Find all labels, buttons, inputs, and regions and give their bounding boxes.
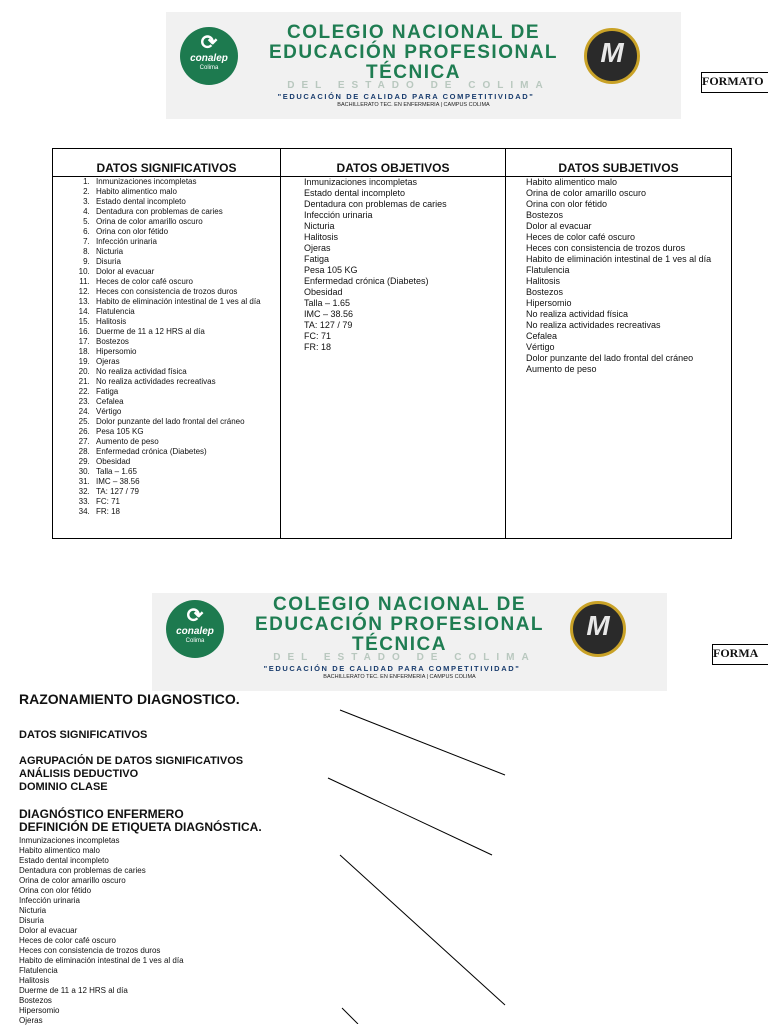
- list-item: No realiza actividad física: [526, 309, 629, 319]
- list-item: 12. Heces con consistencia de trozos duros: [92, 287, 280, 297]
- list-item: Heces con consistencia de trozos duros: [526, 243, 686, 253]
- list-item: Orina con olor fétido: [526, 199, 608, 209]
- list-item: Dentadura con problemas de caries: [304, 199, 447, 209]
- list-item: 30. Talla – 1.65: [92, 467, 280, 477]
- list-item: Orina de color amarillo oscuro: [19, 876, 126, 885]
- list-item: Nicturia: [19, 906, 47, 915]
- list-item: Duerme de 11 a 12 HRS al día: [19, 986, 128, 995]
- list-item: 19. Ojeras: [92, 357, 280, 367]
- list-item: 16. Duerme de 11 a 12 HRS al día: [92, 327, 280, 337]
- list-item: Infección urinaria: [304, 210, 373, 220]
- list-item: 17. Bostezos: [92, 337, 280, 347]
- list-item: Dolor punzante del lado frontal del cráneo: [526, 353, 694, 363]
- list-item: No realiza actividades recreativas: [526, 320, 661, 330]
- logo-name: conalep: [190, 53, 228, 64]
- list-item: 10. Dolor al evacuar: [92, 267, 280, 277]
- list-item: 9. Disuria: [92, 257, 280, 267]
- list-item: IMC – 38.56: [304, 309, 354, 319]
- list-item: Enfermedad crónica (Diabetes): [304, 276, 429, 286]
- conalep-logo-icon: ⟳: [200, 32, 218, 54]
- subtitle-text-2: BACHILLERATO TEC. EN ENFERMERIA | CAMPUS COLIMA: [323, 674, 476, 680]
- list-item: Halitosis: [304, 232, 339, 242]
- list-item: Talla – 1.65: [304, 298, 351, 308]
- list-item: FC: 71: [304, 331, 332, 341]
- list-item: 31. IMC – 38.56: [92, 477, 280, 487]
- title-line-2: EDUCACIÓN PROFESIONAL: [268, 42, 559, 63]
- connector-line: [342, 1008, 358, 1024]
- estado-text: DEL ESTADO DE COLIMA: [287, 80, 550, 91]
- list-item: Orina de color amarillo oscuro: [526, 188, 647, 198]
- list-item: Inmunizaciones incompletas: [304, 177, 418, 187]
- list-item: 29. Obesidad: [92, 457, 280, 467]
- list-item: Nicturia: [304, 221, 335, 231]
- list-item: Habito de eliminación intestinal de 1 ves al día: [19, 956, 184, 965]
- list-item: Heces con consistencia de trozos duros: [19, 946, 161, 955]
- list-item: 28. Enfermedad crónica (Diabetes): [92, 447, 280, 457]
- list-item: Estado dental incompleto: [304, 188, 406, 198]
- list-item: Hipersomio: [19, 1006, 60, 1015]
- diagnostico-heading: DIAGNÓSTICO ENFERMERO: [19, 807, 184, 821]
- list-item: 5. Orina de color amarillo oscuro: [92, 217, 280, 227]
- motto-text-2: "EDUCACIÓN DE CALIDAD PARA COMPETITIVIDAD": [263, 664, 521, 673]
- logo-name-2: conalep: [176, 626, 214, 637]
- list-item: Disuria: [19, 916, 44, 925]
- list-item: Habito alimentico malo: [526, 177, 618, 187]
- header-subjetivos: DATOS SUBJETIVOS: [506, 149, 732, 177]
- list-item: Halitosis: [19, 976, 50, 985]
- list-item: 25. Dolor punzante del lado frontal del cráneo: [92, 417, 280, 427]
- connector-line: [340, 710, 505, 775]
- list-item: 26. Pesa 105 KG: [92, 427, 280, 437]
- header-objetivos: DATOS OBJETIVOS: [281, 149, 506, 177]
- razonamiento-title: RAZONAMIENTO DIAGNOSTICO.: [19, 691, 240, 707]
- list-item: Orina con olor fétido: [19, 886, 92, 895]
- list-item: Bostezos: [526, 210, 564, 220]
- list-item: 27. Aumento de peso: [92, 437, 280, 447]
- list-item: Heces de color café oscuro: [526, 232, 636, 242]
- list-item: Flatulencia: [19, 966, 58, 975]
- list-item: 15. Halitosis: [92, 317, 280, 327]
- list-item: Dolor al evacuar: [526, 221, 592, 231]
- title-line-1: COLEGIO NACIONAL DE: [287, 22, 540, 43]
- list-item: 24. Vértigo: [92, 407, 280, 417]
- list-item: Infección urinaria: [19, 896, 80, 905]
- stethoscope-icon: M: [600, 37, 624, 68]
- list-item: Fatiga: [304, 254, 330, 264]
- list-item: 1. Inmunizaciones incompletas: [92, 177, 280, 187]
- header-significativos: DATOS SIGNIFICATIVOS: [53, 149, 281, 177]
- list-item: Ojeras: [19, 1016, 43, 1025]
- list-item: 21. No realiza actividades recreativas: [92, 377, 280, 387]
- list-item: Vértigo: [526, 342, 555, 352]
- list-item: TA: 127 / 79: [304, 320, 353, 330]
- logo-sub: Colima: [199, 65, 219, 71]
- list-item: Bostezos: [19, 996, 52, 1005]
- list-item: Ojeras: [304, 243, 331, 253]
- list-item: Habito alimentico malo: [19, 846, 100, 855]
- list-item: Habito de eliminación intestinal de 1 ves al día: [526, 254, 712, 264]
- list-item: 34. FR: 18: [92, 507, 280, 517]
- connector-line: [340, 855, 505, 1005]
- list-item: 8. Nicturia: [92, 247, 280, 257]
- list-item: Hipersomio: [526, 298, 572, 308]
- list-item: 22. Fatiga: [92, 387, 280, 397]
- title-line-1: COLEGIO NACIONAL DE: [273, 594, 526, 615]
- list-item: Estado dental incompleto: [19, 856, 109, 865]
- agrupacion-heading: AGRUPACIÓN DE DATOS SIGNIFICATIVOS: [19, 755, 244, 767]
- title-line-3: TÉCNICA: [366, 62, 461, 83]
- list-item: Halitosis: [526, 276, 561, 286]
- list-item: 13. Habito de eliminación intestinal de 1 ves al día: [92, 297, 280, 307]
- list-item: 3. Estado dental incompleto: [92, 197, 280, 207]
- estado-text-2: DEL ESTADO DE COLIMA: [273, 652, 536, 663]
- list-item: FR: 18: [304, 342, 332, 352]
- dominio-heading: DOMINIO CLASE: [19, 781, 108, 793]
- list-item: 6. Orina con olor fétido: [92, 227, 280, 237]
- list-item: 23. Cefalea: [92, 397, 280, 407]
- list-item: Flatulencia: [526, 265, 570, 275]
- list-item: 18. Hipersomio: [92, 347, 280, 357]
- list-item: Obesidad: [304, 287, 343, 297]
- list-item: Inmunizaciones incompletas: [19, 836, 120, 845]
- list-item: Dolor al evacuar: [19, 926, 78, 935]
- list-item: Heces de color café oscuro: [19, 936, 116, 945]
- stethoscope-icon-2: M: [586, 610, 610, 641]
- datos-significativos-heading: DATOS SIGNIFICATIVOS: [19, 729, 148, 741]
- subtitle-text: BACHILLERATO TEC. EN ENFERMERIA | CAMPUS COLIMA: [337, 102, 490, 108]
- list-item: Aumento de peso: [526, 364, 597, 374]
- list-item: 14. Flatulencia: [92, 307, 280, 317]
- conalep-logo-icon-2: ⟳: [186, 605, 204, 627]
- title-line-3: TÉCNICA: [352, 634, 447, 655]
- list-item: 33. FC: 71: [92, 497, 280, 507]
- title-line-2: EDUCACIÓN PROFESIONAL: [254, 614, 545, 635]
- list-item: 32. TA: 127 / 79: [92, 487, 280, 497]
- list-item: Dentadura con problemas de caries: [19, 866, 146, 875]
- motto-text: "EDUCACIÓN DE CALIDAD PARA COMPETITIVIDAD": [277, 92, 535, 101]
- formato-label: FORMATO: [701, 72, 768, 93]
- list-item: 2. Habito alimentico malo: [92, 187, 280, 197]
- connector-line: [328, 778, 492, 855]
- list-item: Bostezos: [526, 287, 564, 297]
- list-item: 4. Dentadura con problemas de caries: [92, 207, 280, 217]
- logo-sub-2: Colima: [185, 638, 205, 644]
- list-item: Pesa 105 KG: [304, 265, 358, 275]
- list-item: 11. Heces de color café oscuro: [92, 277, 280, 287]
- list-item: 7. Infección urinaria: [92, 237, 280, 247]
- list-item: 20. No realiza actividad física: [92, 367, 280, 377]
- list-item: Cefalea: [526, 331, 558, 341]
- formato-label-2: FORMA: [712, 644, 768, 665]
- analisis-heading: ANÁLISIS DEDUCTIVO: [19, 768, 139, 780]
- definicion-heading: DEFINICIÓN DE ETIQUETA DIAGNÓSTICA.: [19, 820, 262, 834]
